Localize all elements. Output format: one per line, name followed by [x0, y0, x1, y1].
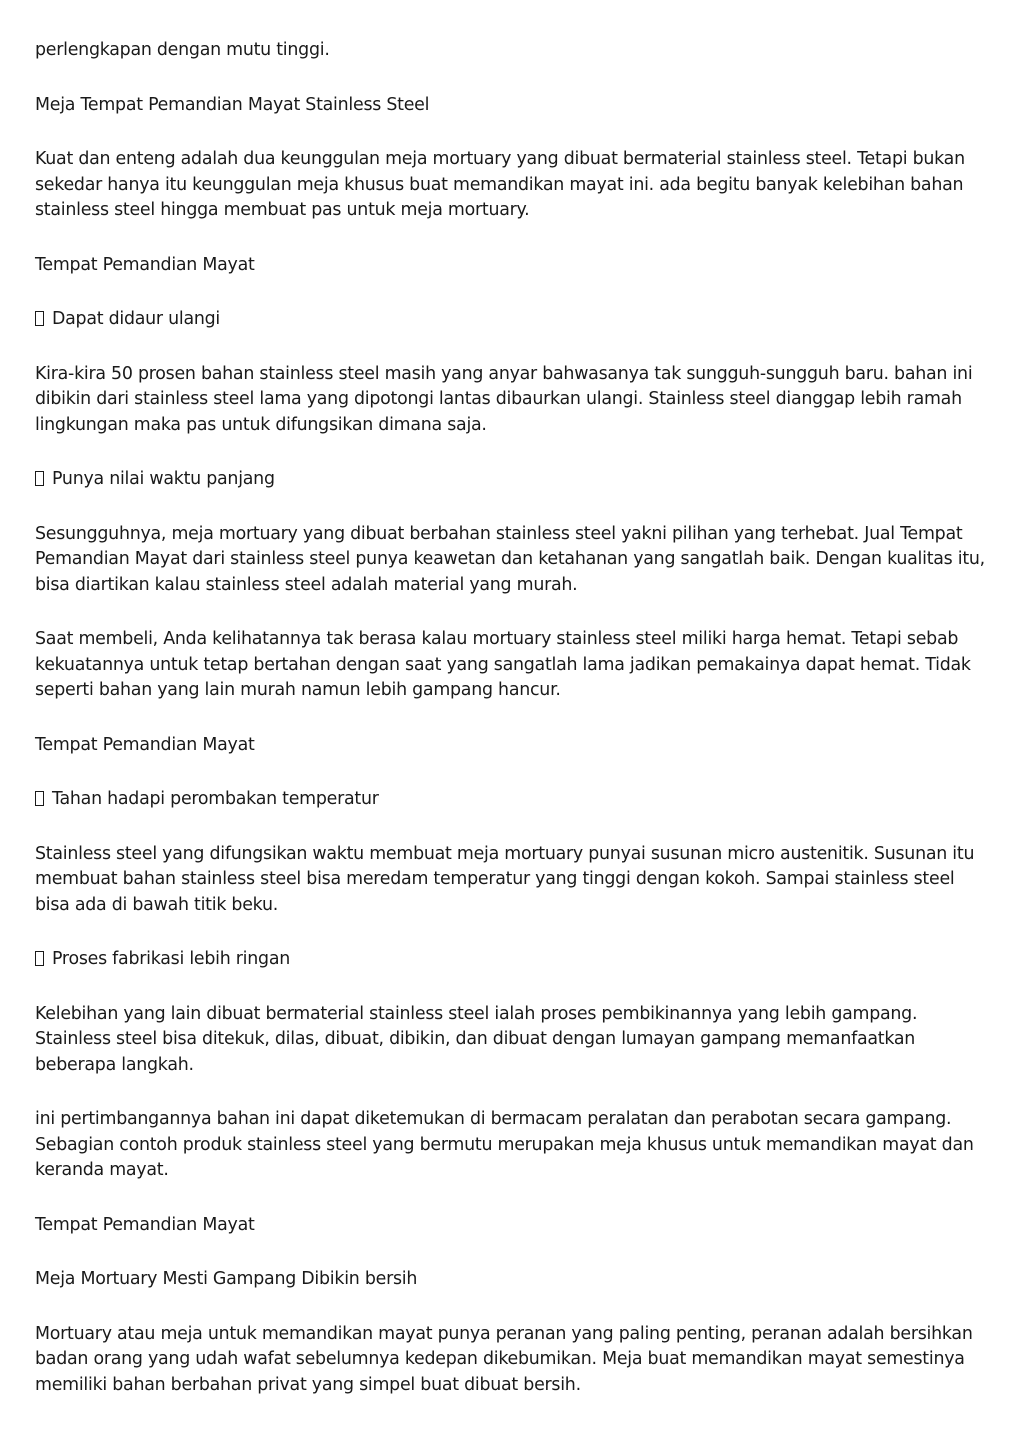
paragraph-peranan-mortuary: Mortuary atau meja untuk memandikan mayat punya peranan yang paling penting, peranan adalah bersihkan badan orang yang udah wafat sebelumnya kedepan dikebumikan. Meja buat memandikan mayat semestinya memiliki bahan berbahan privat yang simpel buat dibuat bersih. [35, 1323, 973, 1395]
bullet-item-label: Punya nilai waktu panjang [52, 469, 275, 489]
missing-glyph-box-icon [35, 471, 44, 486]
paragraph-austenitik: Stainless steel yang difungsikan waktu membuat meja mortuary punyai susunan micro austenitik. Susunan itu membuat bahan stainless steel bisa meredam temperatur yang tinggi dengan kokoh. Sampai stainless steel bisa ada di bawah titik beku. [35, 843, 975, 915]
paragraph-intro-continuation: perlengkapan dengan mutu tinggi. [35, 40, 330, 60]
bullet-item-fabrikasi-ringan [35, 947, 985, 973]
bullet-item-label: Proses fabrikasi lebih ringan [52, 949, 291, 969]
heading-meja-stainless-steel: Meja Tempat Pemandian Mayat Stainless Steel [35, 94, 430, 115]
paragraph-harga-hemat: Saat membeli, Anda kelihatannya tak berasa kalau mortuary stainless steel miliki harga hemat. Tetapi sebab kekuatannya untuk tetap bertahan dengan saat yang sangatlah lama jadikan pemakainya dapat hemat. Tidak seperti bahan yang lain murah namun lebih gampang hancur. [35, 629, 971, 700]
bullet-item-nilai-waktu-panjang [35, 467, 985, 493]
paragraph-proses-pembikinan: Kelebihan yang lain dibuat bermaterial stainless steel ialah proses pembikinannya yang lebih gampang. Stainless steel bisa ditekuk, dilas, dibuat, dibikin, dan dibuat dengan lumayan gampang memanfaatkan beberapa langkah. [35, 1003, 918, 1075]
bullet-item-label: Tahan hadapi perombakan temperatur [52, 789, 379, 809]
link-text-tempat-pemandian-mayat: Tempat Pemandian Mayat [35, 1214, 255, 1235]
missing-glyph-box-icon [35, 311, 44, 326]
missing-glyph-box-icon [35, 951, 44, 966]
link-text-tempat-pemandian-mayat: Tempat Pemandian Mayat [35, 734, 255, 755]
bullet-item-label: Dapat didaur ulangi [52, 309, 221, 329]
link-text-tempat-pemandian-mayat: Tempat Pemandian Mayat [35, 254, 255, 275]
heading-mudah-dibersihkan: Meja Mortuary Mesti Gampang Dibikin bersih [35, 1269, 418, 1289]
paragraph-keawetan: Sesungguhnya, meja mortuary yang dibuat berbahan stainless steel yakni pilihan yang terhebat. Jual Tempat Pemandian Mayat dari stainless steel punya keawetan dan ketahanan yang sangatlah baik. Dengan kualitas itu, bisa diartikan kalau stainless steel adalah material yang murah. [35, 523, 985, 595]
paragraph-pertimbangan: ini pertimbangannya bahan ini dapat diketemukan di bermacam peralatan dan perabotan secara gampang. Sebagian contoh produk stainless steel yang bermutu merupakan meja khusus untuk memandikan mayat dan keranda mayat. [35, 1109, 974, 1180]
document-page [35, 38, 985, 1427]
bullet-item-didaur-ulangi [35, 307, 985, 333]
paragraph-daur-ulang: Kira-kira 50 prosen bahan stainless steel masih yang anyar bahwasanya tak sungguh-sungguh baru. bahan ini dibikin dari stainless steel lama yang dipotongi lantas dibaurkan ulangi. Stainless steel dianggap lebih ramah lingkungan maka pas untuk difungsikan dimana saja. [35, 363, 973, 435]
missing-glyph-box-icon [35, 791, 44, 806]
bullet-item-tahan-temperatur [35, 787, 985, 813]
paragraph-kuat-enteng: Kuat dan enteng adalah dua keunggulan meja mortuary yang dibuat bermaterial stainless steel. Tetapi bukan sekedar hanya itu keunggulan meja khusus buat memandikan mayat ini. ada begitu banyak kelebihan bahan stainless steel hingga membuat pas untuk meja mortuary. [35, 149, 965, 220]
